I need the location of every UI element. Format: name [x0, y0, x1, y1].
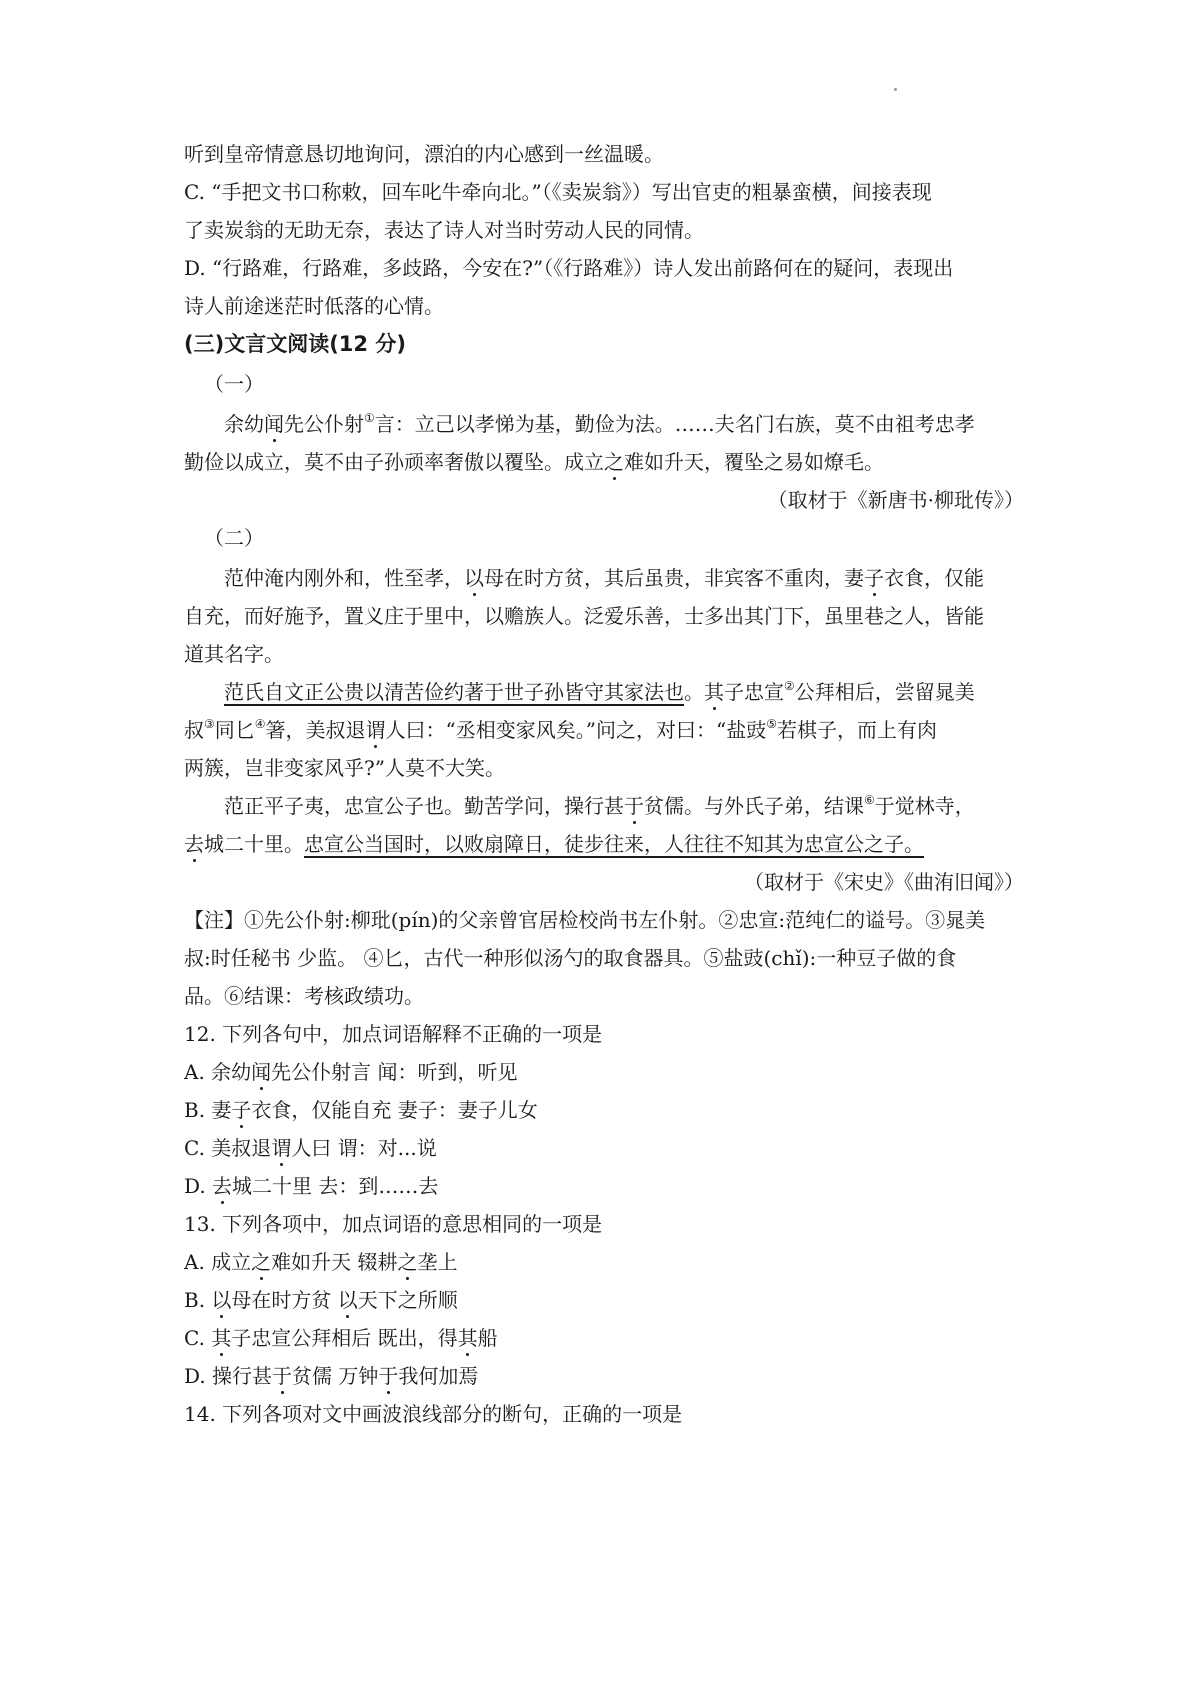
emphasis-dot-char: 去 — [212, 1174, 233, 1198]
source-citation: （取材于《宋史》《曲洧旧闻》） — [744, 870, 1024, 894]
q13-option-c: C. 其子忠宣公拜相后 既出，得其船 — [184, 1326, 498, 1350]
emphasis-dot-char: 之 — [604, 450, 624, 474]
emphasis-dot-char: 去 — [184, 832, 204, 856]
footnote-marker: ① — [364, 411, 375, 426]
q12-option-b: B. 妻子衣食，仅能自充 妻子：妻子儿女 — [184, 1098, 538, 1122]
q12-option-d: D. 去城二十里 去：到……去 — [184, 1174, 439, 1198]
emphasis-dot-char: 谓 — [271, 1136, 292, 1160]
emphasis-dot-char: 于 — [624, 794, 644, 818]
section-heading: (三)文言文阅读(12 分) — [184, 332, 406, 356]
passage-two-line: 范氏自文正公贵以清苦俭约著于世子孙皆守其家法也。其子忠宣②公拜相后，尝留晁美 — [224, 679, 975, 704]
option-d-poem: D. “行路难，行路难，多歧路，今安在?”（《行路难》）诗人发出前路何在的疑问，表现出 — [184, 256, 954, 280]
text-line: 听到皇帝情意恳切地询问，漂泊的内心感到一丝温暖。 — [184, 142, 664, 166]
emphasis-dot-char: 于 — [272, 1364, 293, 1388]
question-14: 14. 下列各项对文中画波浪线部分的断句，正确的一项是 — [184, 1402, 683, 1426]
q12-option-a: A. 余幼闻先公仆射言 闻：听到，听见 — [184, 1060, 518, 1084]
passage-two-label: （二） — [204, 526, 264, 550]
passage-two-line: 去城二十里。忠宣公当国时，以败扇障日，徒步往来，人往往不知其为忠宣公之子。 — [184, 832, 924, 856]
text-line: 了卖炭翁的无助无奈，表达了诗人对当时劳动人民的同情。 — [184, 218, 704, 242]
underlined-sentence: 忠宣公当国时，以败扇障日，徒步往来，人往往不知其为忠宣公之子。 — [304, 832, 924, 856]
source-citation: （取材于《新唐书·柳玭传》） — [767, 488, 1024, 512]
emphasis-dot-char: 其 — [457, 1326, 478, 1350]
emphasis-dot-char: 闻 — [251, 1060, 272, 1084]
emphasis-dot-char: 以 — [337, 1288, 358, 1312]
passage-two-line: 两簇，岂非变家风乎?”人莫不大笑。 — [184, 756, 505, 780]
emphasis-dot-char: 其 — [704, 680, 724, 704]
emphasis-dot-char: 以 — [464, 566, 484, 590]
passage-two-line: 道其名字。 — [184, 642, 284, 666]
text-line: 诗人前途迷茫时低落的心情。 — [184, 294, 444, 318]
question-13: 13. 下列各项中，加点词语的意思相同的一项是 — [184, 1212, 603, 1236]
footnote-marker: ⑥ — [864, 793, 875, 808]
passage-two-line: 自充，而好施予，置义庄于里中，以赡族人。泛爱乐善，士多出其门下，虽里巷之人，皆能 — [184, 604, 984, 628]
emphasis-dot-char: 于 — [378, 1364, 399, 1388]
q13-option-d: D. 操行甚于贫儒 万钟于我何加焉 — [184, 1364, 479, 1388]
footnote-marker: ② — [784, 679, 795, 694]
emphasis-dot-char: 其 — [211, 1326, 232, 1350]
question-12: 12. 下列各句中，加点词语解释不正确的一项是 — [184, 1022, 603, 1046]
footnote-marker: ④ — [254, 717, 266, 732]
wavy-underlined-sentence: 范氏自文正公贵以清苦俭约著于世子孙皆守其家法也 — [224, 680, 684, 704]
footnote-marker: ③ — [204, 717, 215, 732]
emphasis-dot-char: 子 — [864, 566, 884, 590]
footnote-marker: ⑤ — [766, 717, 777, 732]
passage-two-line: 范正平子夷，忠宣公子也。勤苦学问，操行甚于贫儒。与外氏子弟，结课⑥于觉林寺， — [224, 793, 975, 818]
q13-option-b: B. 以母在时方贫 以天下之所顺 — [184, 1288, 458, 1312]
emphasis-dot-char: 谓 — [365, 718, 386, 742]
passage-one-line: 余幼闻先公仆射①言：立己以孝悌为基，勤俭为法。……夫名门右族，莫不由祖考忠孝 — [224, 411, 975, 436]
scan-speck — [894, 88, 897, 91]
passage-one-label: （一） — [204, 372, 264, 396]
notes-line: 【注】①先公仆射:柳玭(pín)的父亲曾官居检校尚书左仆射。②忠宣:范纯仁的谥号。③晁美 — [184, 908, 986, 932]
emphasis-dot-char: 闻 — [264, 412, 284, 436]
option-c-poem: C. “手把文书口称敕，回车叱牛牵向北。”（《卖炭翁》）写出官吏的粗暴蛮横，间接表现 — [184, 180, 932, 204]
emphasis-dot-char: 子 — [231, 1098, 252, 1122]
q12-option-c: C. 美叔退谓人曰 谓：对...说 — [184, 1136, 437, 1160]
passage-two-line: 叔③同匕④箸，美叔退谓人曰：“丞相变家风矣。”问之，对曰：“盐豉⑤若棋子，而上有肉 — [184, 717, 937, 742]
passage-one-line: 勤俭以成立，莫不由子孙顽率奢傲以覆坠。成立之难如升天，覆坠之易如燎毛。 — [184, 450, 884, 474]
notes-line: 品。⑥结课：考核政绩功。 — [184, 984, 424, 1008]
q13-option-a: A. 成立之难如升天 辍耕之垄上 — [184, 1250, 458, 1274]
emphasis-dot-char: 之 — [251, 1250, 272, 1274]
notes-line: 叔:时任秘书 少监。 ④匕，古代一种形似汤勺的取食器具。⑤盐豉(chǐ):一种豆子做的食 — [184, 946, 957, 970]
emphasis-dot-char: 之 — [397, 1250, 418, 1274]
emphasis-dot-char: 以 — [211, 1288, 232, 1312]
passage-two-line: 范仲淹内刚外和，性至孝，以母在时方贫，其后虽贵，非宾客不重肉，妻子衣食，仅能 — [224, 566, 984, 590]
